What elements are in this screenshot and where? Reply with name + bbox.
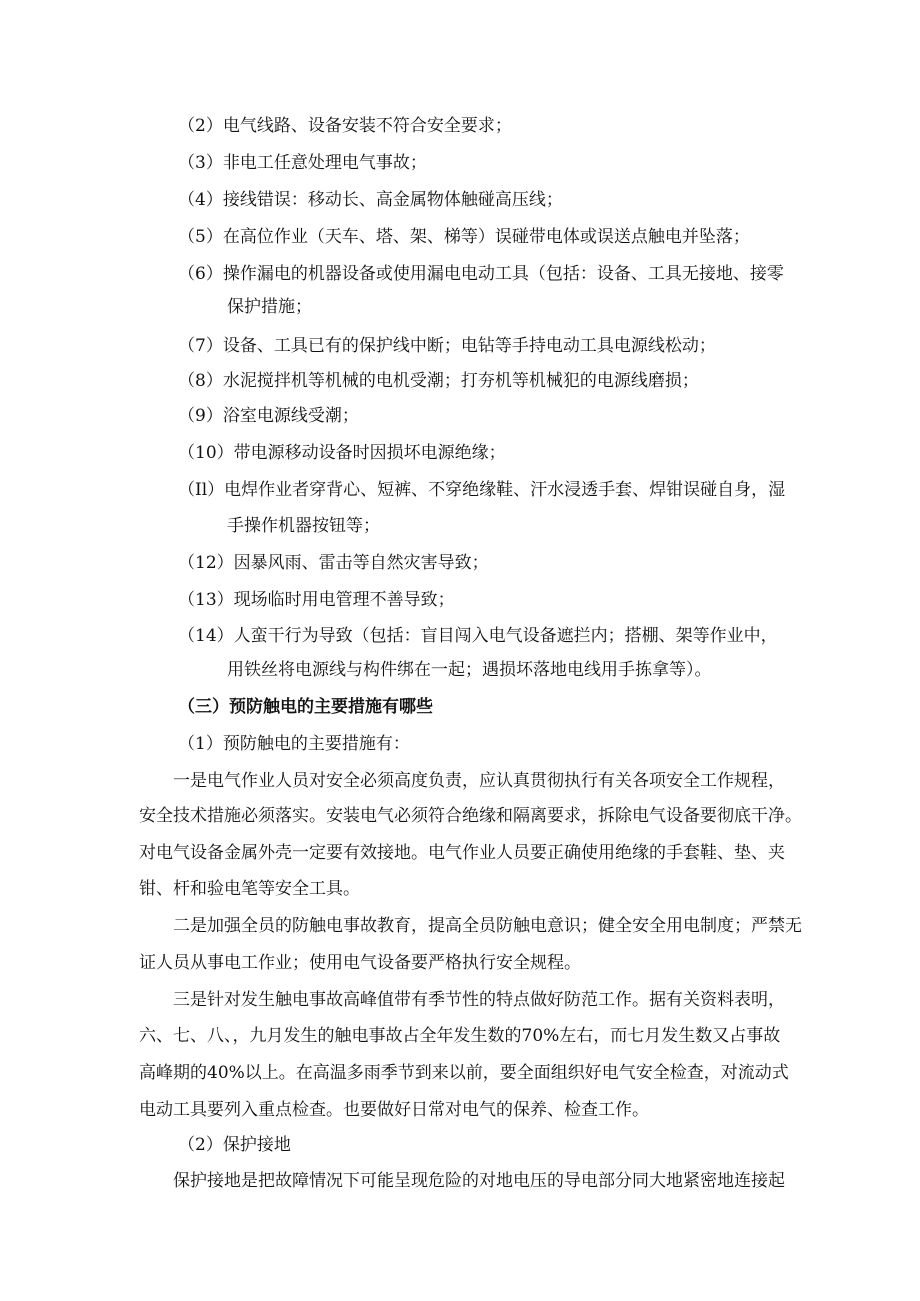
paragraph-line: 一是电气作业人员对安全必须高度负责，应认真贯彻执行有关各项安全工作规程， — [173, 771, 785, 791]
list-item: （Il）电焊作业者穿背心、短裤、不穿绝缘鞋、汗水浸透手套、焊钳误碰自身，湿 — [178, 480, 786, 500]
list-item: （2）电气线路、设备安装不符合安全要求； — [178, 116, 512, 136]
list-item: （14）人蛮干行为导致（包括：盲目闯入电气设备遮拦内；搭棚、架等作业中， — [178, 626, 778, 646]
list-item: （12）因暴风雨、雷击等自然灾害导致； — [178, 553, 489, 573]
paragraph-line: 保护接地是把故障情况下可能呈现危险的对地电压的导电部分同大地紧密地连接起 — [173, 1171, 785, 1191]
sub-heading: （1）预防触电的主要措施有： — [178, 734, 410, 754]
list-item: （13）现场临时用电管理不善导致； — [178, 590, 455, 610]
list-item: （5）在高位作业（天车、塔、架、梯等）误碰带电体或误送点触电并坠落； — [178, 227, 750, 247]
sub-heading: （2）保护接地 — [178, 1135, 291, 1155]
list-item-continuation: 用铁丝将电源线与构件绑在一起；遇损坏落地电线用手拣拿等）。 — [227, 660, 712, 680]
paragraph-line: 三是针对发生触电事故高峰值带有季节性的特点做好防范工作。据有关资料表明， — [173, 990, 785, 1010]
paragraph-line: 安全技术措施必须落实。安装电气必须符合绝缘和隔离要求，拆除电气设备要彻底干净。 — [139, 806, 802, 826]
paragraph-line: 二是加强全员的防触电事故教育，提高全员防触电意识；健全安全用电制度；严禁无 — [173, 916, 802, 936]
section-heading: （三）预防触电的主要措施有哪些 — [178, 697, 433, 717]
paragraph-line: 六、七、八、，九月发生的触电事故占全年发生数的70%左右，而七月发生数又占事故 — [139, 1026, 781, 1046]
paragraph-line: 电动工具要列入重点检查。也要做好日常对电气的保养、检查工作。 — [139, 1100, 649, 1120]
list-item-continuation: 手操作机器按钮等； — [227, 516, 380, 536]
list-item: （7）设备、工具已有的保护线中断；电钻等手持电动工具电源线松动； — [178, 336, 716, 356]
list-item: （9）浴室电源线受潮； — [178, 406, 359, 426]
list-item: （3）非电工任意处理电气事故； — [178, 153, 427, 173]
paragraph-line: 证人员从事电工作业；使用电气设备要严格执行安全规程。 — [139, 953, 581, 973]
list-item: （8）水泥搅拌机等机械的电机受潮；打夯机等机械犯的电源线磨损； — [178, 371, 699, 391]
list-item: （10）带电源移动设备时因损坏电源绝缘； — [178, 443, 506, 463]
list-item: （6）操作漏电的机器设备或使用漏电电动工具（包括：设备、工具无接地、接零 — [178, 264, 784, 284]
paragraph-line: 对电气设备金属外壳一定要有效接地。电气作业人员要正确使用绝缘的手套鞋、垫、夹 — [139, 843, 785, 863]
paragraph-line: 钳、杆和验电笔等安全工具。 — [139, 879, 360, 899]
list-item: （4）接线错误：移动长、高金属物体触碰高压线； — [178, 190, 563, 210]
paragraph-line: 高峰期的40%以上。在高温多雨季节到来以前，要全面组织好电气安全检查，对流动式 — [139, 1063, 789, 1083]
list-item-continuation: 保护措施； — [227, 297, 312, 317]
